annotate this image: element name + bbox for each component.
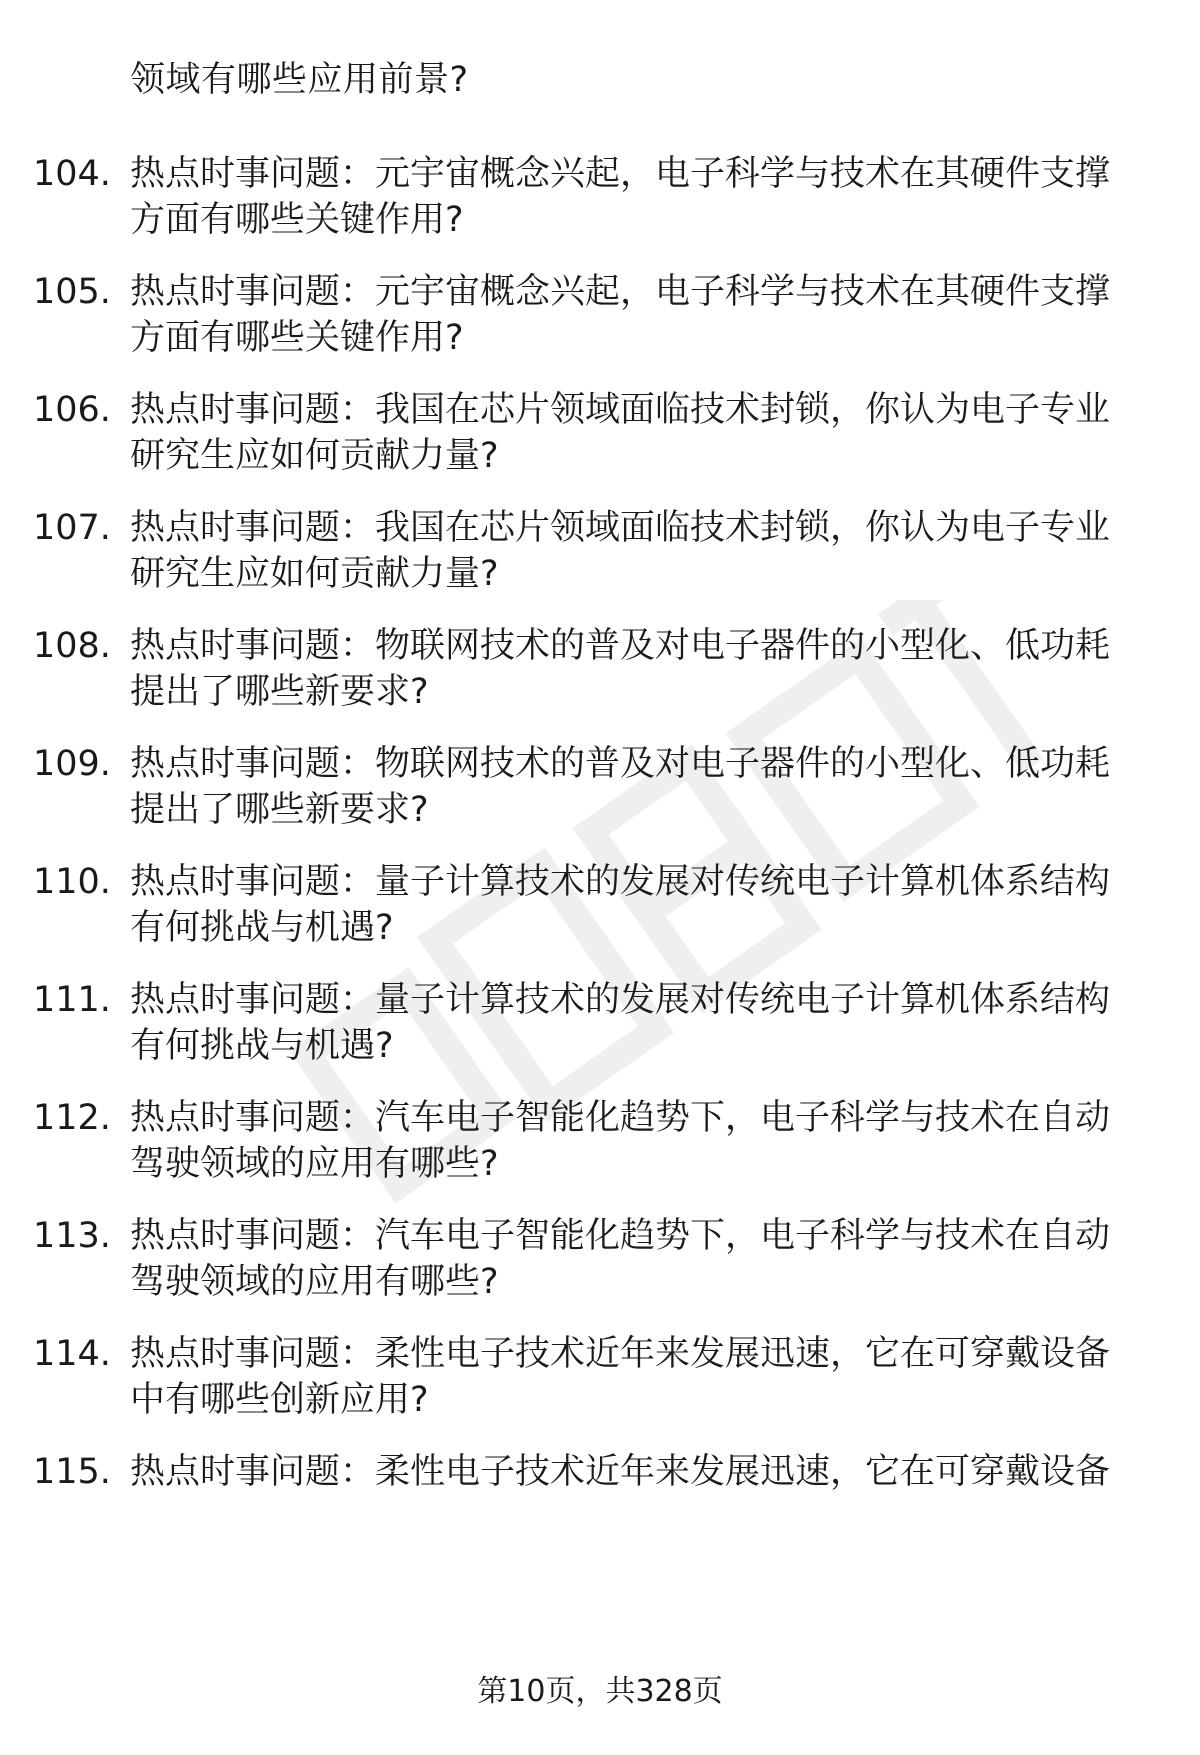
item-text-line-1: 热点时事问题：物联网技术的普及对电子器件的小型化、低功耗: [130, 626, 1111, 666]
item-number: 112.: [33, 1098, 111, 1138]
item-number: 105.: [33, 272, 111, 312]
item-text-line-1: 热点时事问题：汽车电子智能化趋势下，电子科学与技术在自动: [130, 1216, 1111, 1256]
item-number: 106.: [33, 390, 111, 430]
item-text-line-1: 热点时事问题：柔性电子技术近年来发展迅速，它在可穿戴设备: [130, 1452, 1111, 1492]
item-text-line-2: 方面有哪些关键作用?: [130, 318, 464, 358]
item-text-line-2: 驾驶领域的应用有哪些?: [130, 1144, 499, 1184]
item-text-line-2: 提出了哪些新要求?: [130, 790, 429, 830]
item-text-line-1: 热点时事问题：物联网技术的普及对电子器件的小型化、低功耗: [130, 744, 1111, 784]
item-text-line-1: 热点时事问题：元宇宙概念兴起，电子科学与技术在其硬件支撑: [130, 272, 1111, 312]
item-text-line-1: 热点时事问题：量子计算技术的发展对传统电子计算机体系结构: [130, 862, 1111, 902]
item-number: 113.: [33, 1216, 111, 1256]
item-number: 104.: [33, 154, 111, 194]
item-number: 115.: [33, 1452, 111, 1492]
item-text-line-1: 热点时事问题：量子计算技术的发展对传统电子计算机体系结构: [130, 980, 1111, 1020]
item-number: 107.: [33, 508, 111, 548]
item-number: 111.: [33, 980, 111, 1020]
item-text-line-1: 热点时事问题：我国在芯片领域面临技术封锁，你认为电子专业: [130, 390, 1111, 430]
item-text-line-2: 方面有哪些关键作用?: [130, 200, 464, 240]
item-text-line-2: 驾驶领域的应用有哪些?: [130, 1262, 499, 1302]
item-text-line-2: 中有哪些创新应用?: [130, 1380, 429, 1420]
item-number: 108.: [33, 626, 111, 666]
item-number: 110.: [33, 862, 111, 902]
item-text-line-1: 热点时事问题：汽车电子智能化趋势下，电子科学与技术在自动: [130, 1098, 1111, 1138]
item-text-line-1: 热点时事问题：元宇宙概念兴起，电子科学与技术在其硬件支撑: [130, 154, 1111, 194]
item-text-line-2: 研究生应如何贡献力量?: [130, 436, 499, 476]
carryover-line: 领域有哪些应用前景?: [130, 60, 469, 100]
item-number: 109.: [33, 744, 111, 784]
item-text-line-2: 研究生应如何贡献力量?: [130, 554, 499, 594]
item-text-line-2: 有何挑战与机遇?: [130, 908, 394, 948]
item-text-line-1: 热点时事问题：柔性电子技术近年来发展迅速，它在可穿戴设备: [130, 1334, 1111, 1374]
item-text-line-2: 有何挑战与机遇?: [130, 1026, 394, 1066]
page-footer: 第10页，共328页: [477, 1674, 723, 1709]
item-number: 114.: [33, 1334, 111, 1374]
item-text-line-1: 热点时事问题：我国在芯片领域面临技术封锁，你认为电子专业: [130, 508, 1111, 548]
item-text-line-2: 提出了哪些新要求?: [130, 672, 429, 712]
